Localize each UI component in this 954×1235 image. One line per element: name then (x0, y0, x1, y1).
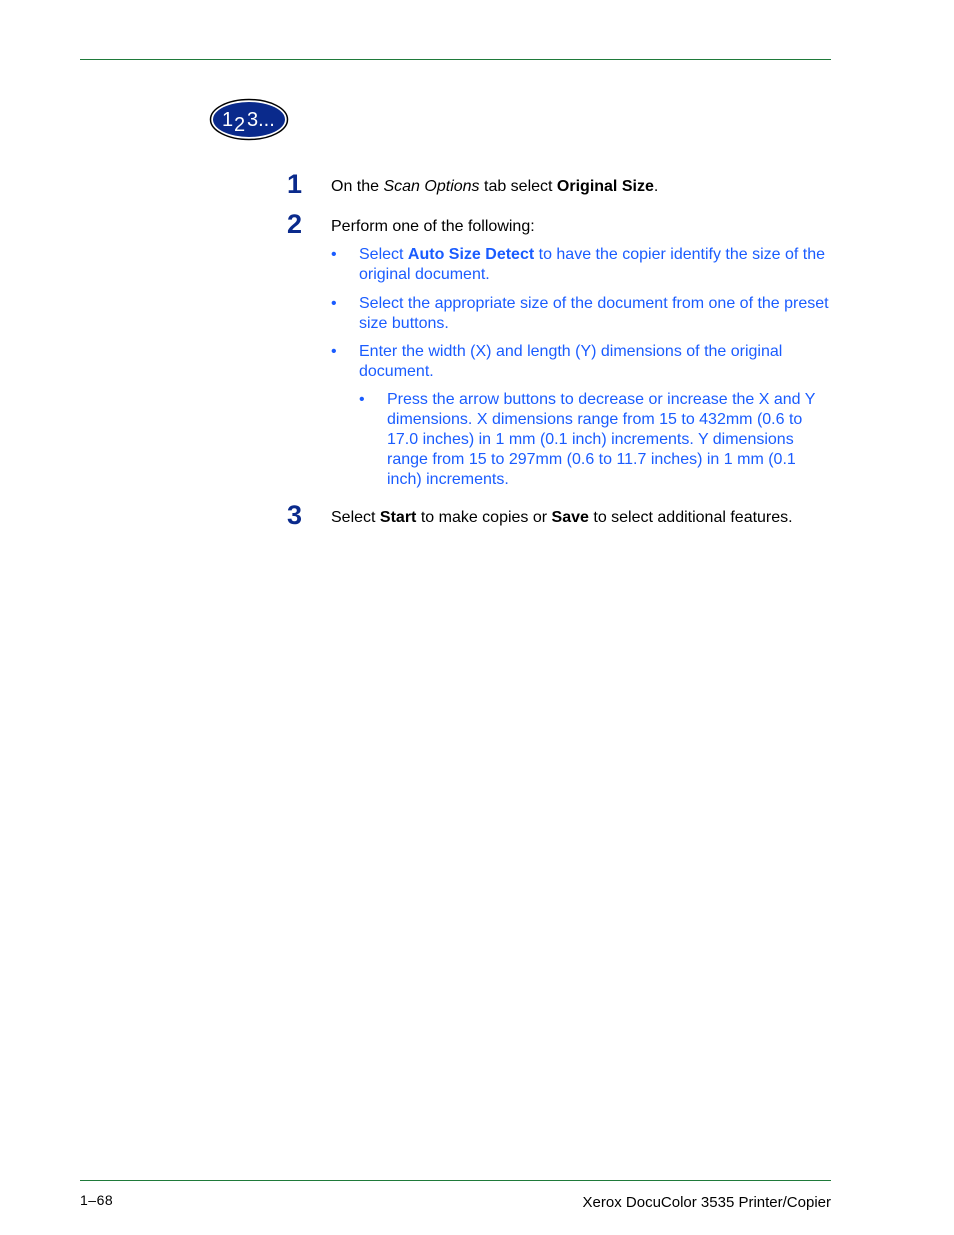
step-text: Select Start to make copies or Save to select additional features. (331, 509, 793, 526)
svg-text:2: 2 (234, 114, 246, 136)
svg-text:3...: 3... (247, 109, 275, 131)
footer-rule (80, 1180, 831, 1181)
step-text: On the Scan Options tab select Original Size. (331, 178, 659, 195)
footer-product-name: Xerox DocuColor 3535 Printer/Copier (582, 1194, 831, 1211)
step-number: 3 (287, 500, 303, 530)
step-text: Perform one of the following: (331, 218, 535, 235)
procedure-icon (209, 98, 289, 141)
step-number: 1 (287, 169, 303, 199)
page-number: 1–68 (80, 1192, 114, 1208)
header-rule (80, 59, 831, 60)
step-number: 2 (287, 209, 303, 239)
svg-text:1: 1 (222, 109, 234, 131)
